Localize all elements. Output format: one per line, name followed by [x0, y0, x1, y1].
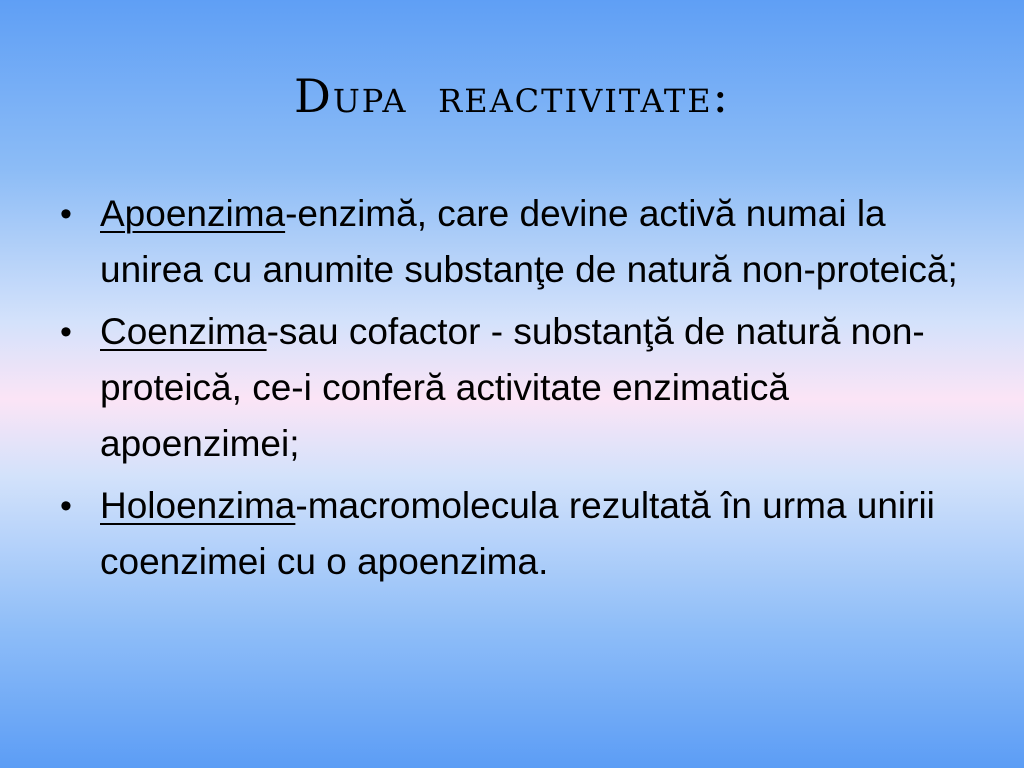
bullet-item-apoenzima	[56, 186, 976, 298]
definition-holoenzima: -macromolecula rezultată în urma unirii coenzimei cu o apoenzima.	[100, 485, 935, 582]
bullet-icon: •	[60, 487, 72, 525]
bullet-icon: •	[60, 195, 72, 233]
bullet-icon: •	[60, 313, 72, 351]
bullet-list	[56, 186, 976, 596]
bullet-item-holoenzima	[56, 478, 976, 590]
term-holoenzima: Holoenzima	[100, 485, 296, 526]
term-coenzima: Coenzima	[100, 311, 267, 352]
slide-title: Dupa reactivitate:	[293, 69, 731, 123]
definition-coenzima: -sau cofactor - substanţă de natură non-proteică, ce-i conferă activitate enzimatică apoenzimei;	[100, 311, 925, 464]
definition-apoenzima: -enzimă, care devine activă numai la unirea cu anumite substanţe de natură non-proteică;	[100, 193, 958, 290]
bullet-item-coenzima	[56, 304, 976, 472]
term-apoenzima: Apoenzima	[100, 193, 286, 234]
